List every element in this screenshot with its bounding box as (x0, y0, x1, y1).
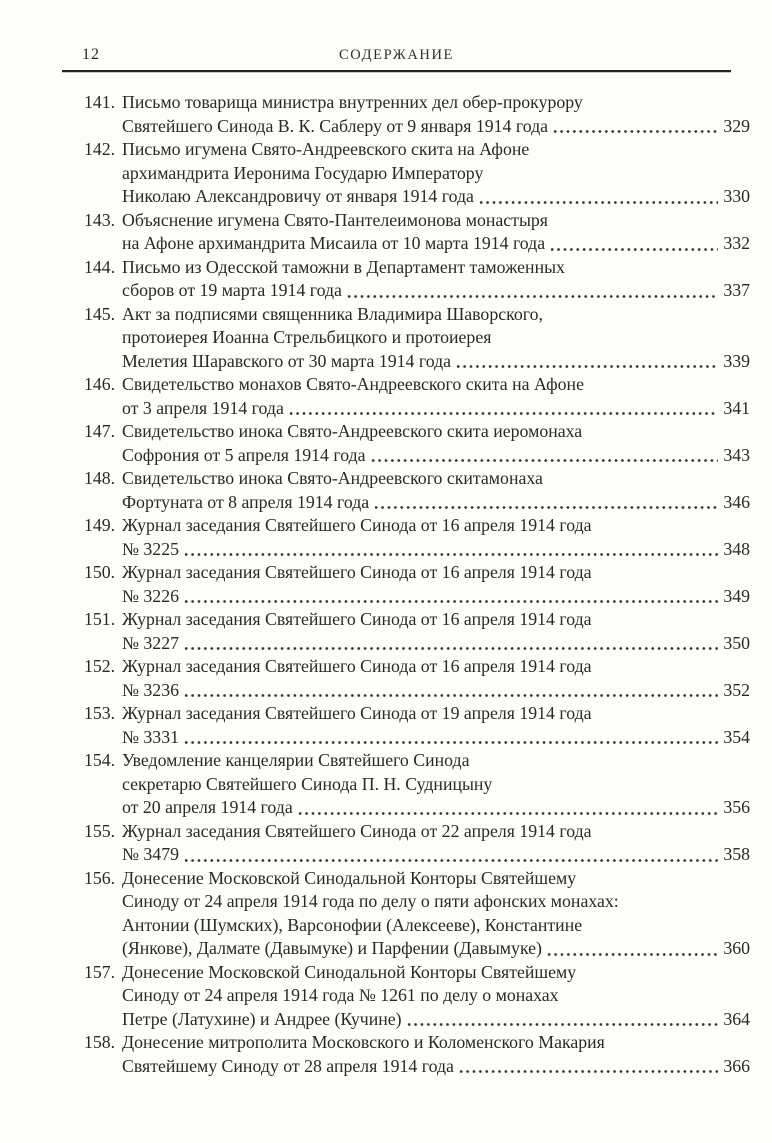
toc-entry-last-line (122, 1055, 750, 1079)
toc-entry (84, 820, 750, 867)
toc-entry-number: 147. (84, 421, 116, 441)
toc-entry-line: № 3236 (122, 679, 179, 700)
toc-entry-page-number: 352 (723, 679, 750, 700)
toc-entry-body (122, 608, 750, 655)
toc-entry-line: Николаю Александровичу от января 1914 года (122, 186, 474, 206)
toc-entry-body (122, 138, 750, 209)
dot-leader (288, 397, 718, 421)
toc-entry-line: Донесение Московской Синодальной Конторы Святейшему (122, 867, 577, 888)
toc-entry-number: 141. (84, 92, 116, 112)
toc-entry-body (122, 655, 750, 702)
toc-entry-last-line (122, 350, 750, 374)
toc-entry-number: 154. (84, 750, 116, 770)
toc-entry (84, 373, 750, 420)
dot-leader (370, 444, 719, 468)
toc-entry-line: Свидетельство инока Свято-Андреевского скитамонаха (122, 468, 543, 488)
toc-entry-last-line (122, 679, 750, 703)
toc-entry-page-number: 364 (723, 1008, 750, 1029)
dot-leader (297, 796, 719, 820)
toc-entry-body (122, 373, 750, 420)
toc-entry-number: 145. (84, 303, 116, 324)
toc-entry-page-number: 349 (723, 585, 750, 606)
toc-entry-line: № 3331 (122, 726, 179, 747)
toc-entry-line: Свидетельство монахов Свято-Андреевского скита на Афоне (122, 374, 584, 394)
toc-entry-page-number: 330 (723, 186, 750, 206)
dot-leader (373, 491, 718, 515)
toc-entry (84, 256, 750, 303)
dot-leader (546, 937, 718, 961)
toc-entry-line: Святейшему Синоду от 28 апреля 1914 года (122, 1055, 454, 1076)
toc-entry-body (122, 820, 750, 867)
toc-entry-page-number: 360 (723, 938, 750, 958)
toc-entry-last-line (122, 397, 750, 421)
dot-leader (183, 679, 718, 703)
toc-entry-last-line (122, 585, 750, 609)
toc-entry (84, 514, 750, 561)
toc-entry-number: 150. (84, 562, 116, 582)
toc-entry-page-number: 341 (723, 397, 750, 418)
dot-leader (406, 1008, 719, 1032)
toc-entry (84, 749, 750, 820)
toc-entry (84, 138, 750, 209)
toc-entry-page-number: 339 (723, 350, 750, 371)
toc-entry-line: Синоду от 24 апреля 1914 года № 1261 по делу о монахах (122, 985, 559, 1005)
toc-entry-body (122, 467, 750, 514)
toc-entry-page-number: 329 (723, 115, 750, 136)
toc-entry (84, 867, 750, 961)
toc-entry-body (122, 867, 750, 961)
toc-entry-line: Журнал заседания Святейшего Синода от 16 апреля 1914 года (122, 609, 592, 629)
toc-entry-page-number: 366 (723, 1055, 750, 1076)
toc-entry-page-number: 350 (723, 632, 750, 653)
dot-leader (346, 279, 718, 303)
toc-entry-number: 146. (84, 374, 116, 394)
toc-entry-line: Письмо игумена Свято-Андреевского скита на Афоне (122, 139, 530, 159)
toc-entry-line: Донесение митрополита Московского и Коломенского Макария (122, 1032, 605, 1052)
toc-entry-page-number: 358 (723, 844, 750, 864)
toc-entry-page-number: 354 (723, 726, 750, 747)
dot-leader (549, 232, 718, 256)
toc-entry-line: № 3226 (122, 585, 179, 606)
toc-entry-last-line (122, 796, 750, 820)
toc-entry-line: Объяснение игумена Свято-Пантелеимонова монастыря (122, 209, 548, 230)
toc-entry-body (122, 749, 750, 820)
toc-entry (84, 702, 750, 749)
toc-entry-number: 153. (84, 703, 116, 723)
toc-entry-last-line (122, 185, 750, 209)
dot-leader (458, 1055, 718, 1079)
toc-entry (84, 209, 750, 256)
toc-entry-line: Синоду от 24 апреля 1914 года по делу о пяти афонских монахах: (122, 891, 619, 911)
dot-leader (183, 632, 718, 656)
toc-entry-number: 151. (84, 609, 116, 629)
header-rule (62, 70, 731, 72)
toc-entry-number: 149. (84, 515, 116, 535)
dot-leader (183, 538, 718, 562)
toc-entry-last-line (122, 726, 750, 750)
toc-entry-number: 157. (84, 961, 116, 982)
toc-entry-last-line (122, 232, 750, 256)
toc-entry-last-line (122, 538, 750, 562)
toc-entry-line: Донесение Московской Синодальной Конторы Святейшему (122, 961, 577, 982)
toc-entry-number: 144. (84, 256, 116, 277)
toc-entry-number: 142. (84, 139, 116, 159)
dot-leader (183, 585, 718, 609)
folio-page-number: 12 (82, 46, 100, 63)
toc-entry (84, 91, 750, 138)
toc-entry-line: сборов от 19 марта 1914 года (122, 280, 342, 300)
toc-entry-last-line (122, 937, 750, 961)
toc-entry-last-line (122, 632, 750, 656)
toc-entry-body (122, 514, 750, 561)
toc-entry-line: Антонии (Шумских), Варсонофии (Алексееве), Константине (122, 914, 583, 935)
toc-entry-page-number: 348 (723, 538, 750, 559)
toc-entry-line: секретарю Святейшего Синода П. Н. Судницыну (122, 773, 493, 794)
toc-entry (84, 561, 750, 608)
page-title: СОДЕРЖАНИЕ (339, 47, 454, 63)
toc-entry-body (122, 91, 750, 138)
toc-entry-page-number: 332 (723, 233, 750, 253)
dot-leader (455, 350, 718, 374)
toc-entry-body (122, 961, 750, 1032)
toc-entry-line: Журнал заседания Святейшего Синода от 16 апреля 1914 года (122, 656, 592, 676)
dot-leader (183, 726, 718, 750)
toc-entry-last-line (122, 491, 750, 515)
toc-entry-body (122, 256, 750, 303)
toc-entry-line: Уведомление канцелярии Святейшего Синода (122, 750, 470, 770)
toc-entry-number: 143. (84, 209, 116, 230)
toc-entry-number: 156. (84, 867, 116, 888)
toc-entry-body (122, 702, 750, 749)
dot-leader (552, 115, 718, 139)
toc-entry (84, 961, 750, 1032)
toc-entry-line: Софрония от 5 апреля 1914 года (122, 444, 366, 465)
toc-entry-page-number: 346 (723, 491, 750, 512)
toc-entry-line: архимандрита Иеронима Государю Императору (122, 162, 484, 183)
toc-entry (84, 467, 750, 514)
toc-entry-last-line (122, 843, 750, 867)
toc-entry-line: (Янкове), Далмате (Давымуке) и Парфении (Давымуке) (122, 938, 542, 958)
toc-list (84, 91, 750, 1078)
toc-entry-line: Письмо товарища министра внутренних дел обер-прокурору (122, 92, 583, 112)
toc-entry (84, 655, 750, 702)
running-head (62, 44, 731, 66)
toc-entry-number: 148. (84, 468, 116, 488)
toc-entry-line: № 3479 (122, 844, 179, 864)
toc-entry-line: на Афоне архимандрита Мисаила от 10 марта 1914 года (122, 233, 546, 253)
toc-entry-line: Журнал заседания Святейшего Синода от 16 апреля 1914 года (122, 562, 592, 582)
toc-entry-number: 155. (84, 820, 116, 841)
toc-entry (84, 303, 750, 374)
toc-entry-body (122, 561, 750, 608)
toc-entry (84, 608, 750, 655)
toc-entry-line: Письмо из Одесской таможни в Департамент таможенных (122, 256, 565, 277)
toc-entry-body (122, 420, 750, 467)
toc-entry-line: от 20 апреля 1914 года (122, 797, 293, 817)
toc-entry-body (122, 209, 750, 256)
toc-entry-last-line (122, 1008, 750, 1032)
toc-entry-last-line (122, 279, 750, 303)
toc-entry-page-number: 356 (723, 797, 750, 817)
toc-entry-line: Журнал заседания Святейшего Синода от 19 апреля 1914 года (122, 703, 592, 723)
toc-entry-line: от 3 апреля 1914 года (122, 397, 284, 418)
toc-entry (84, 420, 750, 467)
toc-entry-page-number: 343 (723, 444, 750, 465)
toc-entry-last-line (122, 444, 750, 468)
toc-entry-line: Фортуната от 8 апреля 1914 года (122, 491, 370, 512)
toc-entry-line: № 3225 (122, 538, 179, 559)
toc-entry (84, 1031, 750, 1078)
toc-entry-line: Петре (Латухине) и Андрее (Кучине) (122, 1008, 402, 1029)
dot-leader (478, 185, 718, 209)
toc-entry-line: Святейшего Синода В. К. Саблеру от 9 января 1914 года (122, 115, 549, 136)
toc-entry-line: Свидетельство инока Свято-Андреевского скита иеромонаха (122, 421, 583, 441)
toc-entry-line: протоиерея Иоанна Стрельбицкого и протоиерея (122, 327, 492, 347)
toc-entry-last-line (122, 115, 750, 139)
toc-entry-page-number: 337 (723, 280, 750, 300)
dot-leader (183, 843, 718, 867)
toc-entry-body (122, 1031, 750, 1078)
toc-entry-line: Акт за подписями священника Владимира Шаворского, (122, 303, 543, 324)
toc-entry-line: Журнал заседания Святейшего Синода от 16 апреля 1914 года (122, 515, 592, 535)
toc-entry-line: № 3227 (122, 632, 179, 653)
toc-entry-line: Журнал заседания Святейшего Синода от 22 апреля 1914 года (122, 820, 592, 841)
toc-entry-number: 158. (84, 1032, 116, 1052)
toc-entry-line: Мелетия Шаравского от 30 марта 1914 года (122, 350, 452, 371)
toc-entry-number: 152. (84, 656, 116, 676)
toc-entry-body (122, 303, 750, 374)
